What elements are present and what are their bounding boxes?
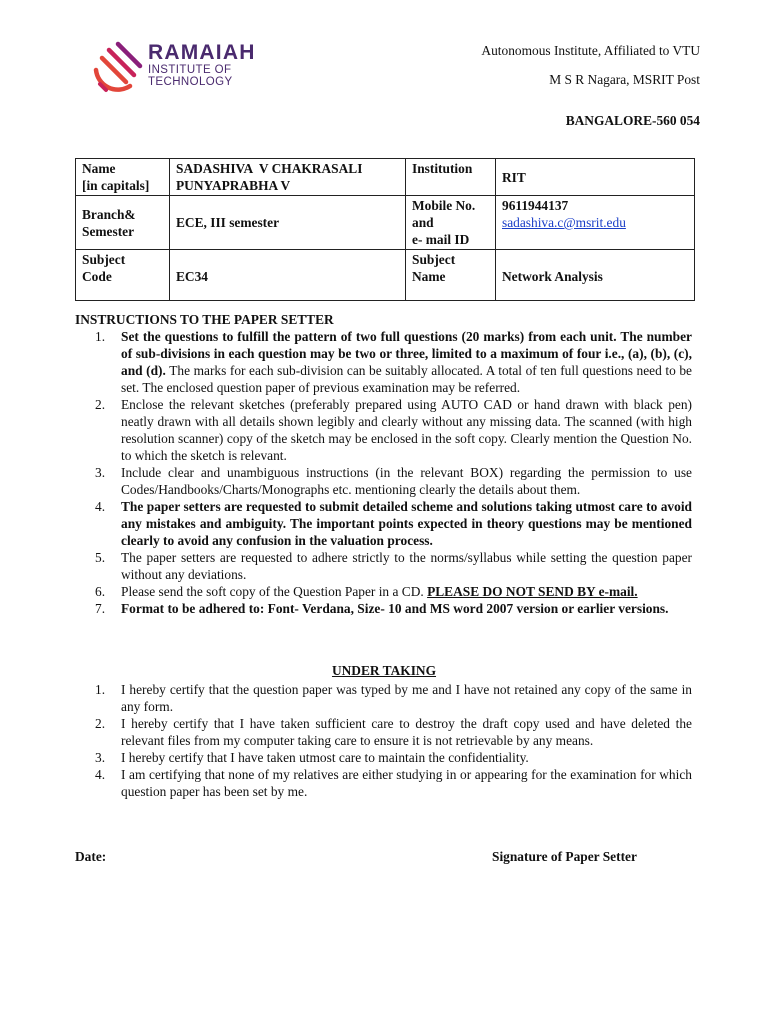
- email-link[interactable]: sadashiva.c@msrit.edu: [502, 215, 626, 230]
- item-number: 6.: [95, 584, 106, 599]
- address-affiliation: Autonomous Institute, Affiliated to VTU: [481, 43, 700, 58]
- item-number: 2.: [95, 716, 106, 731]
- mobile-label-and: and: [412, 215, 434, 230]
- item-text-bold: Set the questions to fulfill the pattern of two full questions (20 marks) from each unit. The number of sub-divisions in each question may be two or three, limited to a maximum of four i.e., (a), (b), (c), and (d).: [121, 329, 692, 378]
- item-number: 3.: [95, 750, 106, 765]
- item-text: I hereby certify that I have taken sufficient care to destroy the draft copy used and have deleted the relevant files from my computer taking care to ensure it is not retrievable by any means.: [121, 716, 692, 748]
- list-item: [95, 715, 692, 749]
- list-item: [95, 498, 692, 549]
- branch-label-cell: [76, 196, 170, 250]
- date-label: Date:: [75, 849, 107, 864]
- subject-code-value: EC34: [176, 269, 208, 284]
- item-text: I hereby certify that I have taken utmost care to maintain the confidentiality.: [121, 750, 529, 765]
- item-text: Enclose the relevant sketches (preferably prepared using AUTO CAD or hand drawn with black pen) neatly drawn with all details shown legibly and clearly without any missing data. The scanned (with high resolution scanner) copy of the sketch may be enclosed in the soft copy. Clearly mention the Question No. to which the sketch is relevant.: [121, 397, 692, 463]
- semester-label: Semester: [82, 223, 135, 239]
- institute-logo: [90, 40, 290, 96]
- item-number: 7.: [95, 601, 106, 616]
- email-warning: PLEASE DO NOT SEND BY e-mail.: [427, 584, 638, 599]
- mobile-label: Mobile No.: [412, 198, 476, 213]
- item-text: The paper setters are requested to adhere strictly to the norms/syllabus while setting the question paper without any deviations.: [121, 550, 692, 582]
- institution-value-cell: [496, 159, 695, 196]
- subject-code-label-cell: [76, 250, 170, 301]
- mobile-number: 9611944137: [502, 198, 569, 213]
- item-number: 2.: [95, 397, 106, 412]
- table-row: [76, 159, 695, 196]
- logo-subtitle-1: INSTITUTE OF: [148, 64, 232, 76]
- subject-name-value-cell: [496, 250, 695, 301]
- table-row: [76, 250, 695, 301]
- table-row: [76, 196, 695, 250]
- subject-code-value-cell: [170, 250, 406, 301]
- paper-setter-info-table: [75, 158, 695, 301]
- list-item: [95, 766, 692, 800]
- list-item: [95, 396, 692, 464]
- item-number: 1.: [95, 682, 106, 697]
- item-text: Please send the soft copy of the Question Paper in a CD.: [121, 584, 428, 599]
- address-city: BANGALORE-560 054: [565, 113, 700, 128]
- subject-name-value: Network Analysis: [502, 269, 603, 284]
- email-label: e- mail ID: [412, 232, 470, 247]
- subject-name-label: Subject: [412, 252, 456, 267]
- list-item: [95, 549, 692, 583]
- logo-wordmark: [148, 42, 256, 88]
- item-text: The marks for each sub-division can be suitably allocated. A total of ten full questions need to be set. The enclosed question paper of previous examination may be referred.: [121, 363, 696, 395]
- logo-subtitle-2: TECHNOLOGY: [148, 76, 233, 88]
- subject-code-label-2: Code: [82, 269, 112, 284]
- list-item: [95, 583, 692, 600]
- mobile-label-cell: [406, 196, 496, 250]
- institution-label: Institution: [412, 161, 473, 176]
- branch-value: ECE, III semester: [176, 215, 280, 230]
- name-label-note: [in capitals]: [82, 178, 150, 193]
- list-item: [95, 464, 692, 498]
- item-number: 3.: [95, 465, 106, 480]
- item-text: I am certifying that none of my relatives are either studying in or appearing for the examination for which question paper has been set by me.: [121, 767, 692, 799]
- instructions-list: [95, 328, 696, 617]
- list-item: [95, 681, 692, 715]
- logo-name: RAMAIAH: [148, 41, 256, 64]
- item-text-bold: The paper setters are requested to submit detailed scheme and solutions taking utmost care to avoid any mistakes and ambiguity. The important points expected in theory questions may be mentioned clearly to avoid any confusion in the valuation process.: [121, 499, 692, 548]
- name-value-cell: [170, 159, 406, 196]
- item-number: 4.: [95, 499, 106, 514]
- list-item: [95, 749, 692, 766]
- contact-value-cell: [496, 196, 695, 250]
- undertaking-heading: UNDER TAKING: [331, 663, 437, 678]
- instructions-heading: INSTRUCTIONS TO THE PAPER SETTER: [75, 312, 334, 327]
- branch-value-cell: [170, 196, 406, 250]
- item-text-bold: Format to be adhered to: Font- Verdana, Size- 10 and MS word 2007 version or earlier versions.: [121, 601, 669, 616]
- subject-name-label-cell: [406, 250, 496, 301]
- item-text: I hereby certify that the question paper was typed by me and I have not retained any copy of the same in any form.: [121, 682, 692, 714]
- institution-label-cell: [406, 159, 496, 196]
- item-number: 4.: [95, 767, 106, 782]
- subject-code-label: Subject: [82, 252, 126, 267]
- list-item: [95, 328, 696, 396]
- item-number: 1.: [95, 329, 106, 344]
- address-street: M S R Nagara, MSRIT Post: [549, 72, 700, 87]
- subject-name-label-2: Name: [412, 269, 446, 284]
- name-label-cell: [76, 159, 170, 196]
- undertaking-list: [95, 681, 692, 800]
- ramaiah-logo-mark: [90, 40, 146, 96]
- signature-label: Signature of Paper Setter: [492, 849, 637, 864]
- item-number: 5.: [95, 550, 106, 565]
- item-text: Include clear and unambiguous instructions (in the relevant BOX) regarding the permission to use Codes/Handbooks/Charts/Monographs etc. mentioning clearly the details about them.: [121, 465, 692, 497]
- list-item: [95, 600, 692, 617]
- name-label: Name: [82, 161, 116, 176]
- setter-name-2: PUNYAPRABHA V: [176, 178, 291, 193]
- institution-value: RIT: [502, 169, 526, 185]
- setter-name-1: SADASHIVA V CHAKRASALI: [176, 161, 363, 176]
- branch-label: Branch&: [82, 206, 136, 222]
